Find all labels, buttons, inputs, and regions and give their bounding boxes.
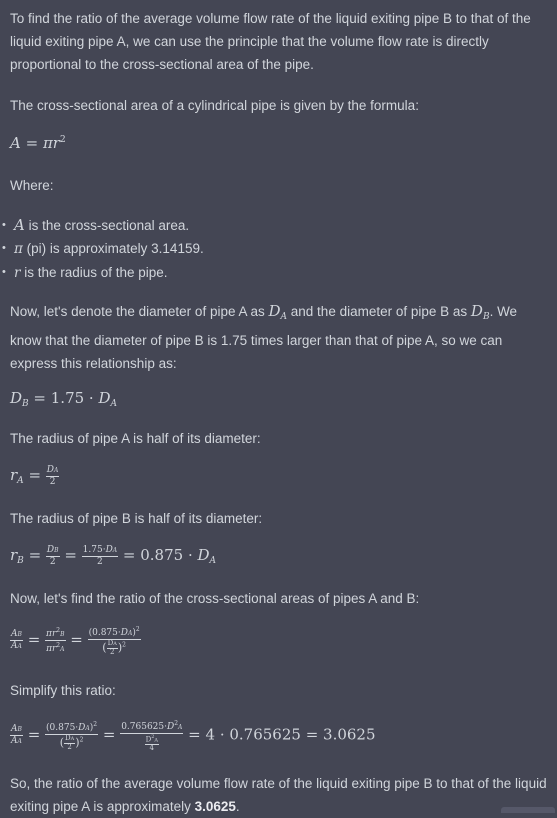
conclusion-paragraph: So, the ratio of the average volume flow rate of the liquid exiting pipe B to that of the liquid exiting pipe A is approximately 3.0625. bbox=[10, 776, 547, 814]
area-ratio-equation: $\frac{AB}{AA}$ = $\frac{\pi r^2B}{\pi r^2A}$ = $(0.875\cdot DA)^2$ ( $\frac{DA}{2}$ )$^2$ bbox=[11, 626, 140, 656]
diameter-b-equation: $D_B = 1.75 \cdot D_A$ bbox=[10, 389, 117, 409]
scroll-to-bottom-button[interactable] bbox=[501, 807, 555, 813]
list-item: • A is the cross-sectional area. bbox=[0, 214, 204, 237]
area-formula-equation: $A = \pi r^2$ bbox=[10, 134, 66, 152]
intro-paragraph: To find the ratio of the average volume flow rate of the liquid exiting pipe B to that of the liquid exiting pipe A, we can use the principle that the volume flow rate is directly proportional to the cross-sectional area of the pipe. bbox=[10, 11, 531, 72]
radius-b-intro: The radius of pipe B is half of its diameter: bbox=[10, 511, 263, 526]
radius-b-equation: $r_B$ = $\frac{DB}{2}$ = $\frac{1.75\cdot DA}{2}$ = $0.875 \cdot D_A$ bbox=[10, 545, 217, 567]
simplify-label: Simplify this ratio: bbox=[10, 683, 116, 698]
ratio-intro: Now, let's find the ratio of the cross-sectional areas of pipes A and B: bbox=[10, 591, 420, 606]
final-ratio-equation: $\frac{AB}{AA}$ = $(0.875\cdot DA)^2$ ( $\frac{DA}{2}$ )$^2$ = $\frac{0.765625\cdot D^2A}{\frac{D^2A}{4}}$ = 4 · 0.765625 = 3.0625 bbox=[11, 720, 376, 753]
definition-list bbox=[0, 214, 204, 285]
area-formula-intro: The cross-sectional area of a cylindrical pipe is given by the formula: bbox=[10, 98, 419, 113]
list-item: • π (pi) is approximately 3.14159. bbox=[0, 237, 204, 261]
answer-value: 3.0625 bbox=[194, 799, 236, 814]
denote-paragraph: Now, let's denote the diameter of pipe A as $D_A$ and the diameter of pipe B as $D_B$. We know that the diameter of pipe B is 1.75 times larger than that of pipe A, so we can express this relationship as: bbox=[10, 302, 518, 371]
radius-a-intro: The radius of pipe A is half of its diameter: bbox=[10, 431, 261, 446]
where-label: Where: bbox=[10, 178, 54, 193]
radius-a-equation: $r_A$ = $\frac{DA}{2}$ bbox=[10, 465, 59, 487]
list-item: • r is the radius of the pipe. bbox=[0, 261, 204, 285]
